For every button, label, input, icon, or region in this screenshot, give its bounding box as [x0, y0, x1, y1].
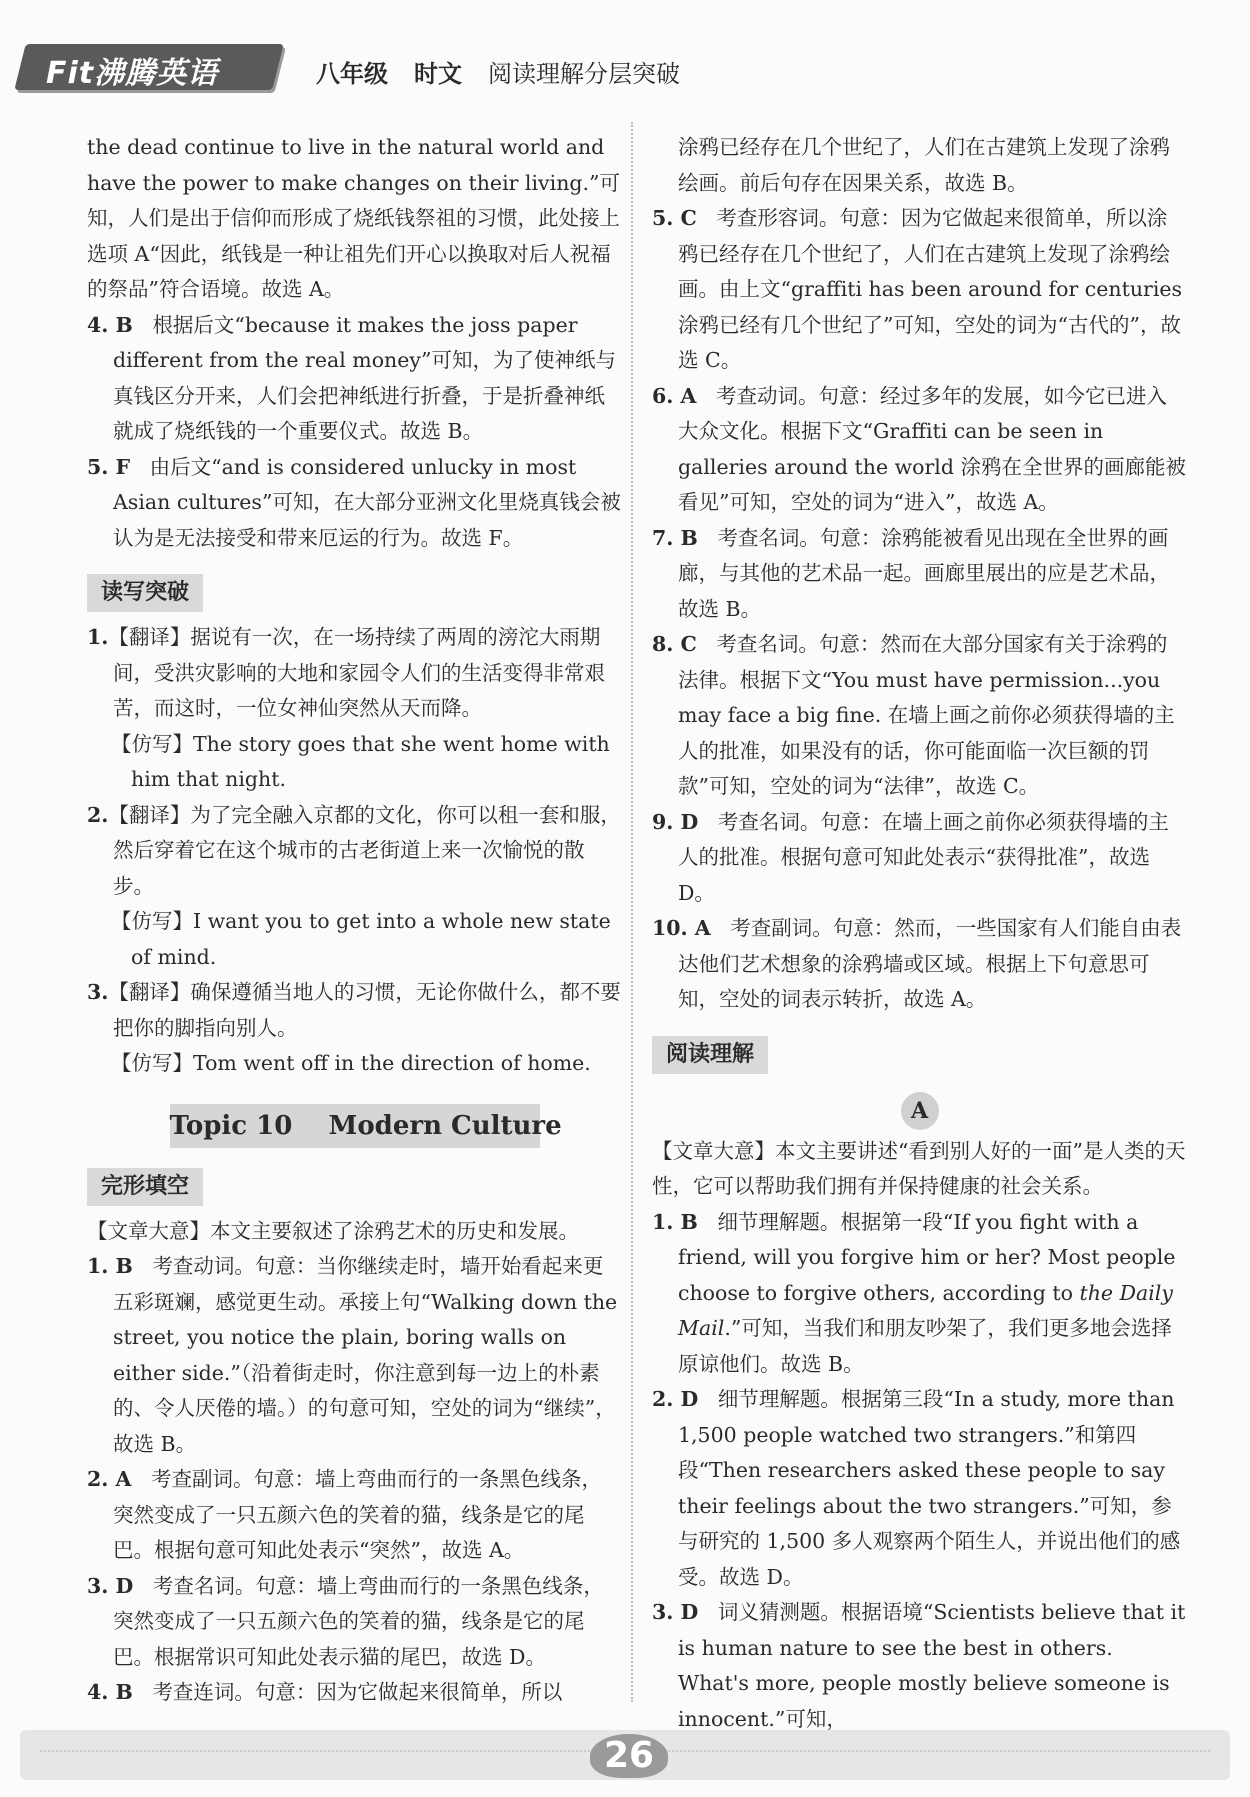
- answer-number: 7. B: [652, 525, 698, 550]
- rw-number: 1.: [87, 625, 109, 649]
- rw-translate: 【翻译】确保遵循当地人的习惯，无论你做什么，都不要把你的脚指向别人。: [108, 980, 621, 1040]
- rw-item: [87, 975, 622, 1046]
- answer-number: 5. C: [652, 206, 697, 230]
- passage-label: A: [901, 1092, 939, 1130]
- answer-number: 4. B: [87, 312, 133, 337]
- answer-item: [87, 1569, 622, 1676]
- answer-number: 3. D: [652, 1600, 699, 1624]
- rw-imitate: 【仿写】Tom went off in the direction of home.: [111, 1051, 591, 1075]
- answer-number: 8. C: [652, 632, 697, 656]
- rw-item: [87, 620, 622, 727]
- answer-text: 考查形容词。句意：因为它做起来很简单，所以涂鸦已经存在几个世纪了，人们在古建筑上发现了涂鸦绘画。由上文“graffiti has been around for centuries 涂鸦已经有几个世纪了”可知，空处的词为“古代的”，故选 C。: [678, 206, 1183, 372]
- page-number: 26: [590, 1734, 668, 1778]
- topic-title: Topic 10 Modern Culture: [170, 1104, 540, 1148]
- rw-imitate: 【仿写】The story goes that she went home with him that night.: [111, 731, 610, 791]
- answer-number: 9. D: [652, 809, 699, 834]
- answer-text: 考查连词。句意：因为它做起来很简单，所以: [152, 1680, 563, 1704]
- answer-item: [652, 911, 1187, 1018]
- rw-translate: 【翻译】据说有一次，在一场持续了两周的滂沱大雨期间，受洪灾影响的大地和家园令人们的生活变得非常艰苦，而这时，一位女神仙突然从天而降。: [108, 625, 605, 720]
- left-column: [87, 130, 622, 1711]
- rw-number: 3.: [87, 980, 109, 1004]
- answer-number: 6. A: [652, 383, 697, 408]
- answer-item: [652, 201, 1187, 379]
- answer-text: 考查动词。句意：当你继续走时，墙开始看起来更五彩斑斓，感觉更生动。承接上句“Walking down the street, you notice the plain, boring walls on either side.”（沿着街走时，你注意到每一边上的朴素的、令人厌倦的墙。）的句意可知，空处的词为“继续”，故选 B。: [113, 1254, 618, 1456]
- type-label: 时文: [414, 59, 462, 88]
- answer-text: 考查动词。句意：经过多年的发展，如今它已进入大众文化。根据下文“Graffiti can be seen in galleries around the world 涂鸦在全世界的画廊能被看见”可知，空处的词为“进入”，故选 A。: [678, 383, 1186, 514]
- header: [20, 44, 1220, 104]
- answer-text: 考查名词。句意：墙上弯曲而行的一条黑色线条，突然变成了一只五颜六色的笑着的猫，线条是它的尾巴。根据常识可知此处表示猫的尾巴，故选 D。: [113, 1573, 604, 1669]
- right-column: [652, 130, 1187, 1737]
- paragraph: the dead continue to live in the natural world and have the power to make changes on their living.”可知，人们是出于信仰而形成了烧纸钱祭祖的习惯，此处接上选项 A“因此，纸钱是一种让祖先们开心以换取对后人祝福的祭品”符合语境。故选 A。: [87, 135, 621, 301]
- answer-item: [87, 1249, 622, 1462]
- answer-item: [652, 627, 1187, 805]
- answer-item: [87, 1675, 622, 1711]
- answer-item: [87, 1462, 622, 1569]
- answer-item: [652, 379, 1187, 521]
- article-summary: 【文章大意】本文主要叙述了涂鸦艺术的历史和发展。: [87, 1218, 579, 1243]
- section-heading: 读写突破: [87, 574, 203, 612]
- answer-text: 词义猜测题。根据语境“Scientists believe that it is human nature to see the best in others. What's more, people mostly believe someone is innocent.”可知，: [678, 1600, 1186, 1731]
- answer-number: 10. A: [652, 916, 711, 940]
- answer-item: [652, 1595, 1187, 1737]
- paragraph: 涂鸦已经存在几个世纪了，人们在古建筑上发现了涂鸦绘画。前后句存在因果关系，故选 B。: [678, 135, 1170, 195]
- rw-item: [87, 798, 622, 905]
- answer-number: 1. B: [87, 1254, 133, 1278]
- answer-number: 2. A: [87, 1467, 132, 1491]
- rw-translate: 【翻译】为了完全融入京都的文化，你可以租一套和服，然后穿着它在这个城市的古老街道上来一次愉悦的散步。: [108, 802, 621, 898]
- grade-label: 八年级: [316, 60, 388, 88]
- answer-text: 考查副词。句意：然而，一些国家有人们能自由表达他们艺术想象的涂鸦墙或区域。根据上下句意思可知，空处的词表示转折，故选 A。: [678, 916, 1182, 1011]
- answer-text: 考查名词。句意：然而在大部分国家有关于涂鸦的法律。根据下文“You must have permission...you may face a big fine. 在墙上画之前你必须获得墙的主人的批准，如果没有的话，你可能面临一次巨额的罚款”可知，空处的词为“法律”，故选 C。: [678, 632, 1175, 798]
- answer-text: 考查名词。句意：涂鸦能被看见出现在全世界的画廊，与其他的艺术品一起。画廊里展出的应是艺术品，故选 B。: [678, 525, 1170, 621]
- answer-text-end: .”可知，当我们和朋友吵架了，我们更多地会选择原谅他们。故选 B。: [678, 1316, 1172, 1376]
- answer-number: 4. B: [87, 1680, 133, 1704]
- answer-item: [652, 521, 1187, 628]
- section-heading: 阅读理解: [652, 1036, 768, 1074]
- answer-item: [87, 450, 622, 557]
- answer-text: 细节理解题。根据第一段“If you fight with a friend, will you forgive him or her? Most people choose to forgive others, according to: [678, 1209, 1176, 1305]
- answer-number: 3. D: [87, 1573, 134, 1598]
- column-divider: [631, 122, 633, 1702]
- answer-text: 根据后文“because it makes the joss paper different from the real money”可知，为了使神纸与真钱区分开来，人们会把神纸进行折叠，于是折叠神纸就成了烧纸钱的一个重要仪式。故选 B。: [113, 312, 616, 443]
- logo-text: Fit沸腾英语: [46, 56, 219, 91]
- section-heading: 完形填空: [87, 1168, 203, 1206]
- answer-number: 1. B: [652, 1209, 698, 1234]
- answer-italic: the Daily Mail: [678, 1280, 1173, 1340]
- answer-number: 2. D: [652, 1387, 699, 1411]
- answer-item: [652, 805, 1187, 912]
- answer-text: 考查名词。句意：在墙上画之前你必须获得墙的主人的批准。根据句意可知此处表示“获得批准”，故选 D。: [678, 809, 1169, 905]
- subtitle-label: 阅读理解分层突破: [488, 60, 680, 88]
- answer-number: 5. F: [87, 454, 131, 479]
- article-summary: 【文章大意】本文主要讲述“看到别人好的一面”是人类的天性，它可以帮助我们拥有并保持健康的社会关系。: [652, 1138, 1186, 1198]
- answer-item: [652, 1382, 1187, 1595]
- answer-text: 由后文“and is considered unlucky in most Asian cultures”可知，在大部分亚洲文化里烧真钱会被认为是无法接受和带来厄运的行为。故选 F。: [113, 454, 621, 550]
- rw-imitate: 【仿写】I want you to get into a whole new state of mind.: [111, 909, 611, 969]
- answer-text: 细节理解题。根据第三段“In a study, more than 1,500 people watched two strangers.”和第四段“Then researchers asked these people to say their feelings about the two strangers.”可知，参与研究的 1,500 多人观察两个陌生人，并说出他们的感受。故选 D。: [678, 1387, 1181, 1589]
- answer-text: 考查副词。句意：墙上弯曲而行的一条黑色线条，突然变成了一只五颜六色的笑着的猫，线条是它的尾巴。根据句意可知此处表示“突然”，故选 A。: [113, 1467, 603, 1562]
- rw-number: 2.: [87, 802, 109, 827]
- answer-item: [87, 308, 622, 450]
- answer-item: [652, 1205, 1187, 1383]
